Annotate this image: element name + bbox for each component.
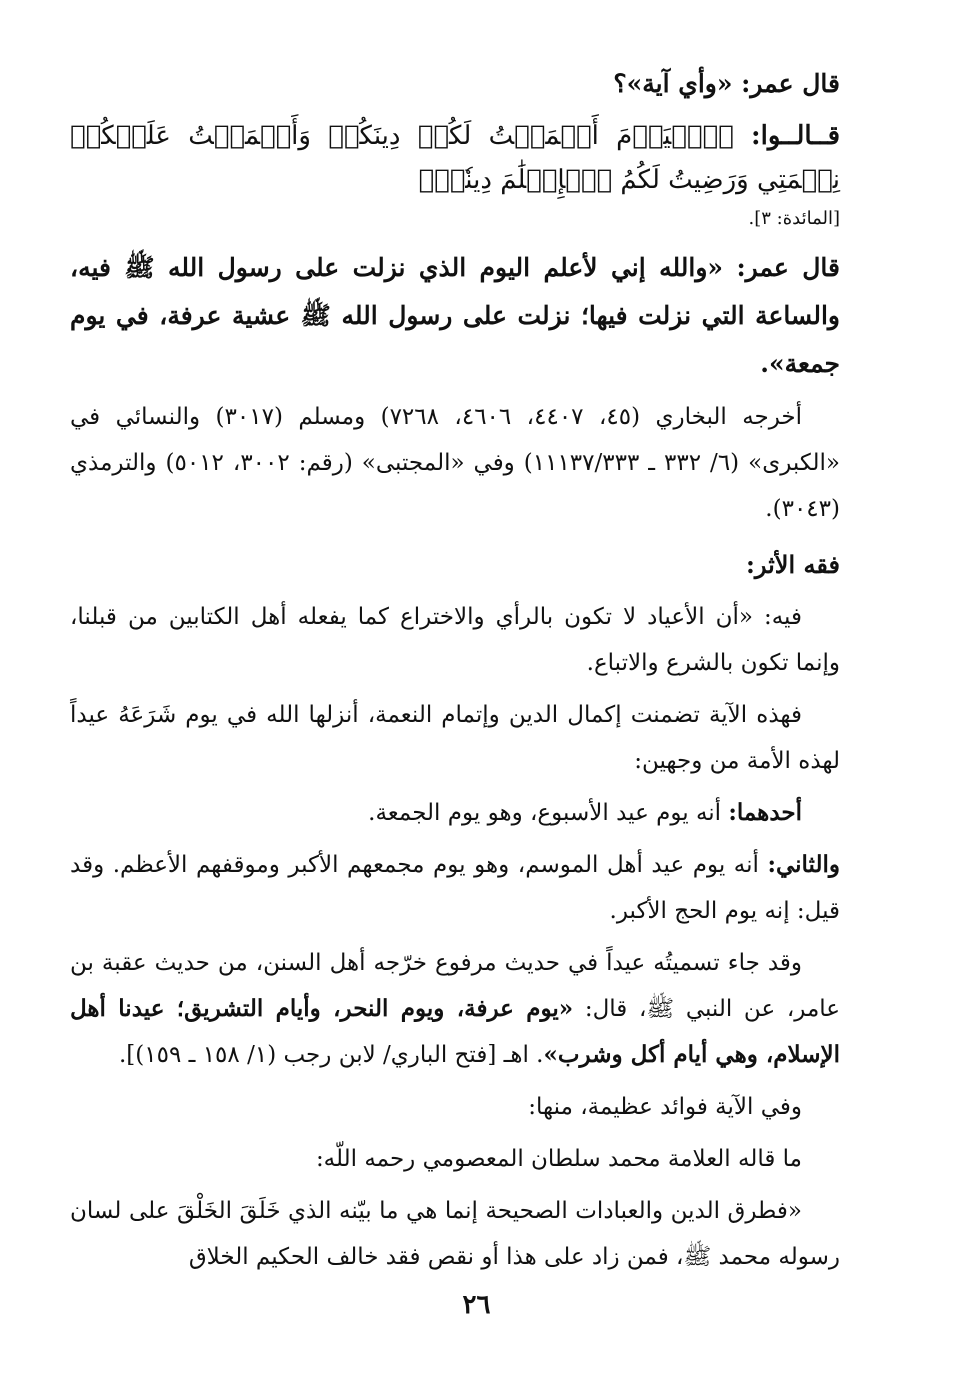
- hadith-source: . اهـ [فتح الباري/ لابن رجب (١/ ١٥٨ ـ ١٥٩)].: [119, 1042, 544, 1068]
- page-number: ٢٦: [462, 1290, 491, 1320]
- section-heading: فقه الأثر:: [746, 550, 840, 579]
- page-body: [70, 60, 840, 1286]
- umar-answer: قال عمر: «والله إني لأعلم اليوم الذي نزلت على رسول الله ﷺ فيه، والساعة التي نزلت فيها؛ نزلت على رسول الله ﷺ عشية عرفة، في يوم جمعة».: [70, 253, 840, 378]
- paragraph-feast-rule: فيه: «أن الأعياد لا تكون بالرأي والاختراع كما يفعله أهل الكتابين من قبلنا، وإنما تكون بالشرع والاتباع.: [70, 604, 840, 676]
- paragraph-hadith-uqba: [70, 940, 840, 1078]
- paragraph-verse-meaning: فهذه الآية تضمنت إكمال الدين وإتمام النعمة، أنزلها الله في يوم شَرَعَهُ عيداً لهذه الأمة من وجهين:: [70, 702, 840, 774]
- paragraph-quote-masumi: «فطرق الدين والعبادات الصحيحة إنما هي ما بيّنه الذي خَلَقَ الخَلْقَ على لسان رسوله محمد ﷺ، فمن زاد على هذا أو نقص فقد خالف الحكيم الخلاق: [70, 1198, 840, 1270]
- hadith-quote: «يوم عرفة، ويوم النحر، وأيام التشريق؛ عيدنا أهل الإسلام، وهي أيام أكل وشرب»: [70, 995, 840, 1068]
- quran-verse: ﴿ٱلۡيَوۡمَ أَكۡمَلۡتُ لَكُمۡ دِينَكُمۡ وَأَتۡمَمۡتُ عَلَيۡكُمۡ نِعۡمَتِي وَرَضِيتُ لَكُمُ ٱلۡإِسۡلَٰمَ دِينٗاۚ﴾: [70, 121, 840, 195]
- hadith-takhrij: أخرجه البخاري (٤٥، ٤٤٠٧، ٤٦٠٦، ٧٢٦٨) ومسلم (٣٠١٧) والنسائي في «الكبرى» (٦/ ٣٣٢ ـ ١١١٣٧/٣٣٣) وفي «المجتبى» (رقم: ٣٠٠٢، ٥٠١٢) والترمذي (٣٠٤٣).: [70, 404, 840, 522]
- paragraph-first-aspect: [70, 790, 840, 836]
- hadith-intro: وقد جاء تسميتُه عيداً في حديث مرفوع خرّجه أهل السنن، من حديث عقبة بن عامر، عن النبي ﷺ، قال:: [70, 950, 840, 1022]
- first-aspect-text: أنه يوم عيد الأسبوع، وهو يوم الجمعة.: [368, 800, 729, 826]
- verse-reference: [المائدة: ٣].: [748, 208, 840, 229]
- second-aspect-text: أنه يوم عيد أهل الموسم، وهو يوم مجمعهم الأكبر وموقفهم الأعظم. وقد قيل: إنه يوم الحج الأكبر.: [70, 852, 840, 924]
- umar-question: قال عمر: «وأي آية»؟: [613, 69, 840, 98]
- paragraph-second-aspect: [70, 842, 840, 934]
- second-aspect-label: والثاني:: [767, 851, 840, 878]
- paragraph-masumi: ما قاله العلامة محمد سلطان المعصومي رحمه اللّه:: [315, 1146, 802, 1172]
- paragraph-benefits: وفي الآية فوائد عظيمة، منها:: [528, 1094, 802, 1120]
- speaker-label: قــالــوا:: [751, 121, 841, 151]
- quran-verse-line: [70, 114, 840, 202]
- first-aspect-label: أحدهما:: [728, 799, 802, 826]
